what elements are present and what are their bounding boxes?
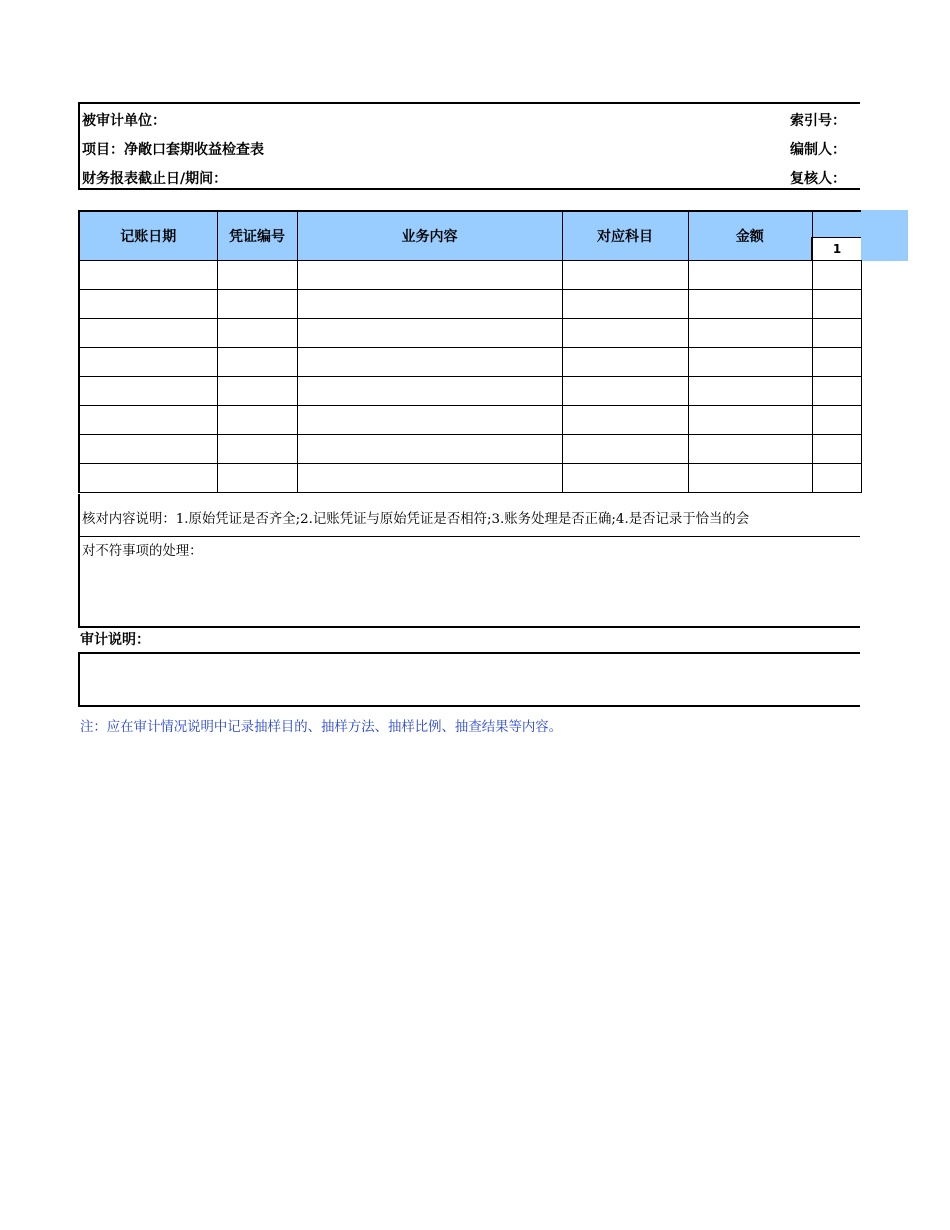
audit-explanation-label: 审计说明： bbox=[80, 632, 150, 648]
table-row bbox=[79, 348, 861, 377]
info-row-period bbox=[80, 162, 860, 191]
footnote-text: 注：应在审计情况说明中记录抽样目的、抽样方法、抽样比例、抽查结果等内容。 bbox=[80, 720, 563, 735]
table-row bbox=[79, 290, 861, 319]
table-row bbox=[79, 406, 861, 435]
preparer-label: 编制人： bbox=[790, 142, 846, 158]
table-row bbox=[79, 464, 861, 493]
col-header-date: 记账日期 bbox=[79, 211, 217, 261]
table-row bbox=[79, 261, 861, 290]
table-header-row bbox=[79, 211, 861, 238]
col-header-business-content: 业务内容 bbox=[297, 211, 562, 261]
table-row bbox=[79, 319, 861, 348]
check-item-number: 1 bbox=[812, 238, 861, 261]
period-label: 财务报表截止日/期间： bbox=[82, 171, 228, 187]
col-header-voucher-no: 凭证编号 bbox=[217, 211, 297, 261]
index-number-label: 索引号： bbox=[790, 113, 846, 129]
info-row-audited-unit bbox=[80, 104, 860, 133]
notes-block bbox=[78, 494, 860, 628]
notes-divider bbox=[80, 536, 860, 537]
header-info-block bbox=[78, 102, 860, 190]
project-label: 项目：净敞口套期收益检查表 bbox=[82, 142, 264, 158]
table-row bbox=[79, 435, 861, 464]
nonconformity-handling-label: 对不符事项的处理： bbox=[82, 544, 203, 559]
audited-unit-label: 被审计单位： bbox=[82, 113, 166, 129]
col-header-account: 对应科目 bbox=[562, 211, 688, 261]
voucher-check-table bbox=[78, 210, 862, 493]
col-header-check-group bbox=[812, 211, 861, 238]
col-header-amount: 金额 bbox=[688, 211, 812, 261]
info-row-project bbox=[80, 133, 860, 162]
check-description-text: 核对内容说明：1.原始凭证是否齐全;2.记账凭证与原始凭证是否相符;3.账务处理是否正确;4.是否记录于恰当的会 bbox=[82, 512, 750, 527]
header-fill-extension bbox=[860, 210, 908, 261]
table-row bbox=[79, 377, 861, 406]
reviewer-label: 复核人： bbox=[790, 171, 846, 187]
audit-explanation-field[interactable] bbox=[78, 652, 860, 707]
